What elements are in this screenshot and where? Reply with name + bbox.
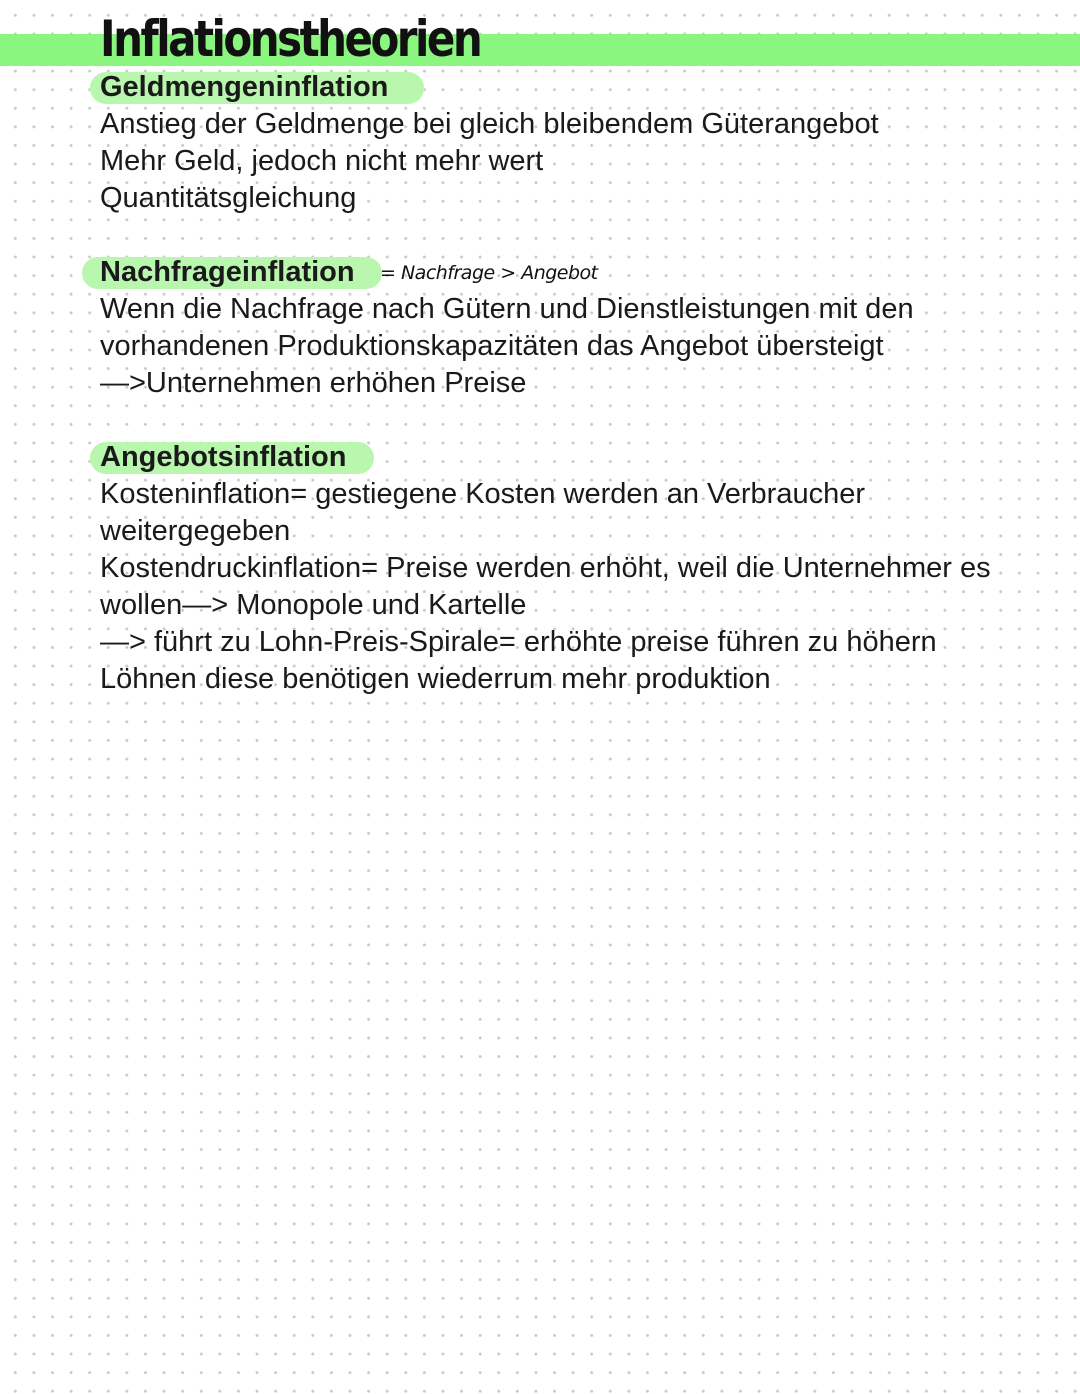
handwritten-note: = Nachfrage > Angebot <box>380 262 598 284</box>
text-line: Quantitätsgleichung <box>100 182 357 214</box>
text-line: —> führt zu Lohn-Preis-Spirale= erhöhte preise führen zu höhern <box>100 626 937 658</box>
text-line: Löhnen diese benötigen wiederrum mehr produktion <box>100 663 771 695</box>
section-heading-angebotsinflation: Angebotsinflation <box>100 438 346 476</box>
text-line: Wenn die Nachfrage nach Gütern und Dienstleistungen mit den <box>100 293 914 325</box>
page-title: Inflationstheorien <box>100 10 481 68</box>
text-line: Mehr Geld, jedoch nicht mehr wert <box>100 145 544 177</box>
section-heading-geldmengeninflation: Geldmengeninflation <box>100 68 388 106</box>
text-line: Anstieg der Geldmenge bei gleich bleibendem Güterangebot <box>100 108 879 140</box>
text-line: weitergegeben <box>100 515 291 547</box>
text-line: Kosteninflation= gestiegene Kosten werden an Verbraucher <box>100 478 866 510</box>
text-line: vorhandenen Produktionskapazitäten das Angebot übersteigt <box>100 330 884 362</box>
section-heading-nachfrageinflation: Nachfrageinflation <box>100 253 355 291</box>
text-line: —>Unternehmen erhöhen Preise <box>100 367 527 399</box>
text-line: Kostendruckinflation= Preise werden erhöht, weil die Unternehmer es <box>100 552 991 584</box>
text-line: wollen—> Monopole und Kartelle <box>100 589 527 621</box>
